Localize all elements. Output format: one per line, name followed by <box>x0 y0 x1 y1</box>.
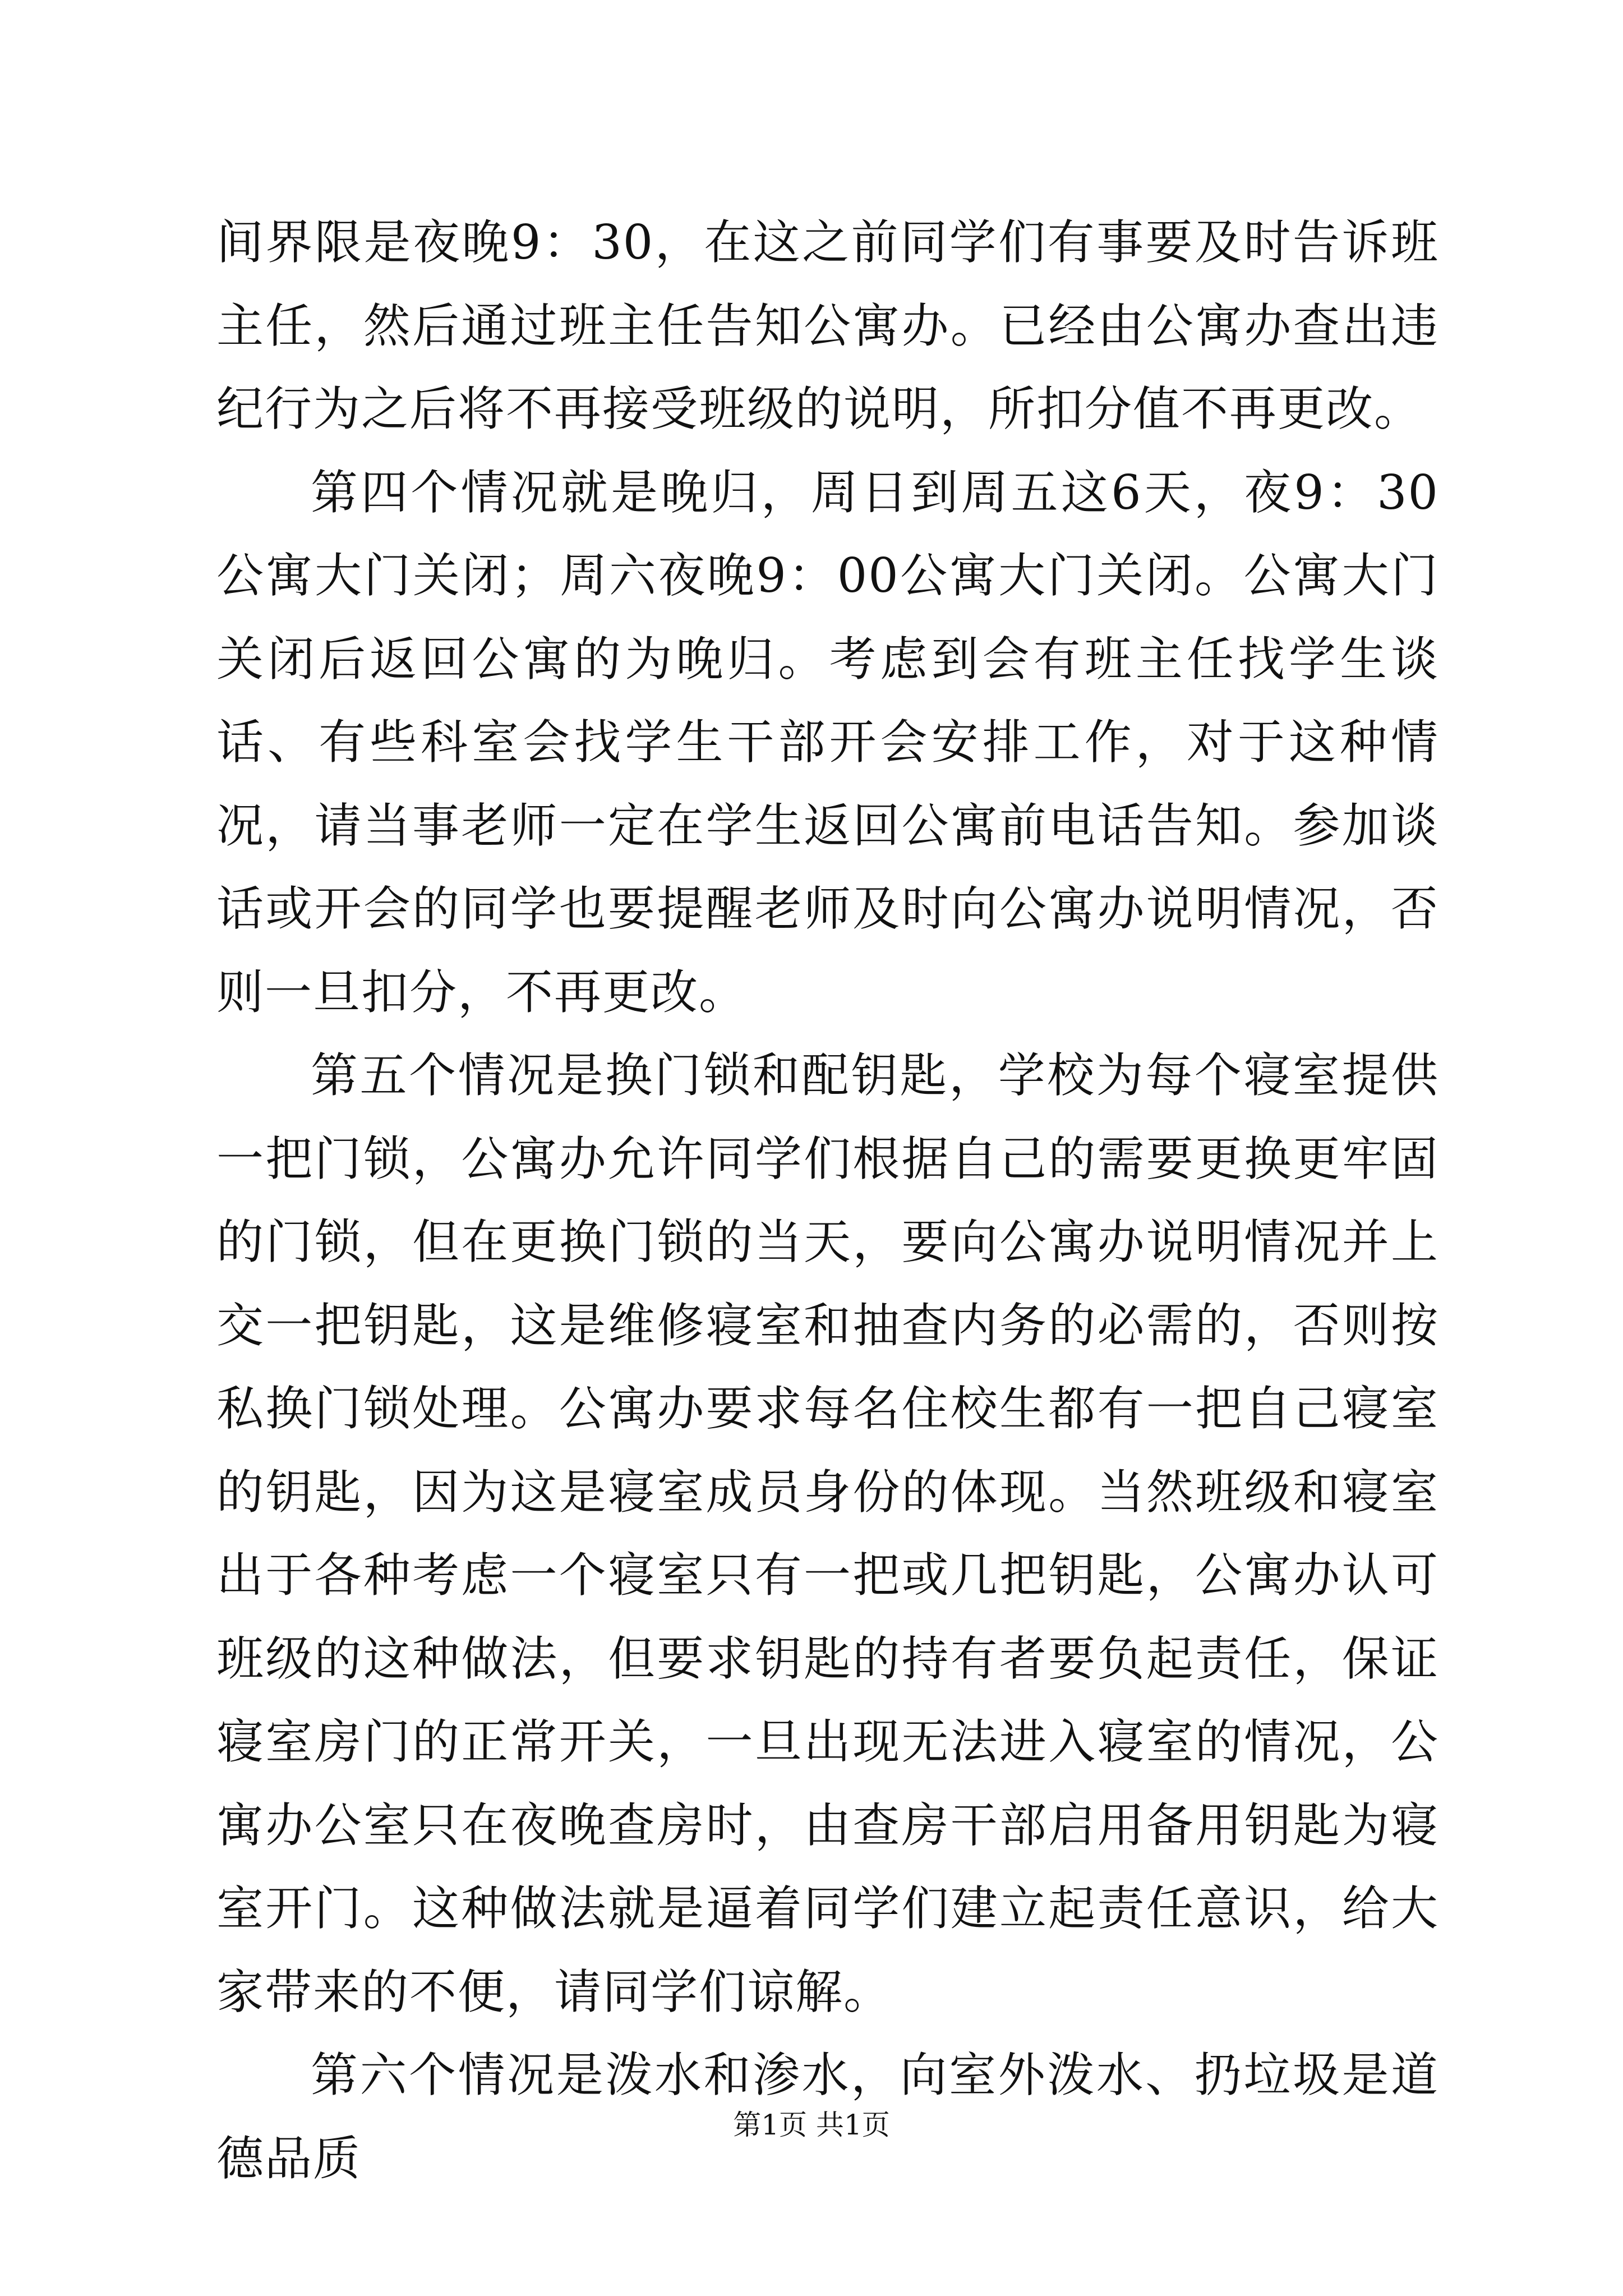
paragraph-1: 间界限是夜晚9：30，在这之前同学们有事要及时告诉班主任，然后通过班主任告知公寓办。已经由公寓办查出违纪行为之后将不再接受班级的说明，所扣分值不再更改。 <box>216 215 1439 436</box>
page-number-label: 第1页 共1页 <box>733 2109 890 2141</box>
paragraph-4: 第六个情况是泼水和渗水，向室外泼水、扔垃圾是道德品质 <box>216 2047 1439 2186</box>
paragraph-3: 第五个情况是换门锁和配钥匙，学校为每个寝室提供一把门锁，公寓办允许同学们根据自己的需要更换更牢固的门锁，但在更换门锁的当天，要向公寓办说明情况并上交一把钥匙，这是维修寝室和抽查内务的必需的，否则按私换门锁处理。公寓办要求每名住校生都有一把自己寝室的钥匙，因为这是寝室成员身份的体现。当然班级和寝室出于各种考虑一个寝室只有一把或几把钥匙，公寓办认可班级的这种做法，但要求钥匙的持有者要负起责任，保证寝室房门的正常开关，一旦出现无法进入寝室的情况，公寓办公室只在夜晚查房时，由查房干部启用备用钥匙为寝室开门。这种做法就是逼着同学们建立起责任意识，给大家带来的不便，请同学们谅解。 <box>216 1048 1439 2019</box>
page-footer <box>0 2102 1623 2143</box>
paragraph-2: 第四个情况就是晚归，周日到周五这6天，夜9：30公寓大门关闭；周六夜晚9：00公寓大门关闭。公寓大门关闭后返回公寓的为晚归。考虑到会有班主任找学生谈话、有些科室会找学生干部开会安排工作，对于这种情况，请当事老师一定在学生返回公寓前电话告知。参加谈话或开会的同学也要提醒老师及时向公寓办说明情况，否则一旦扣分，不再更改。 <box>216 464 1439 1020</box>
document-body <box>216 201 1439 2200</box>
